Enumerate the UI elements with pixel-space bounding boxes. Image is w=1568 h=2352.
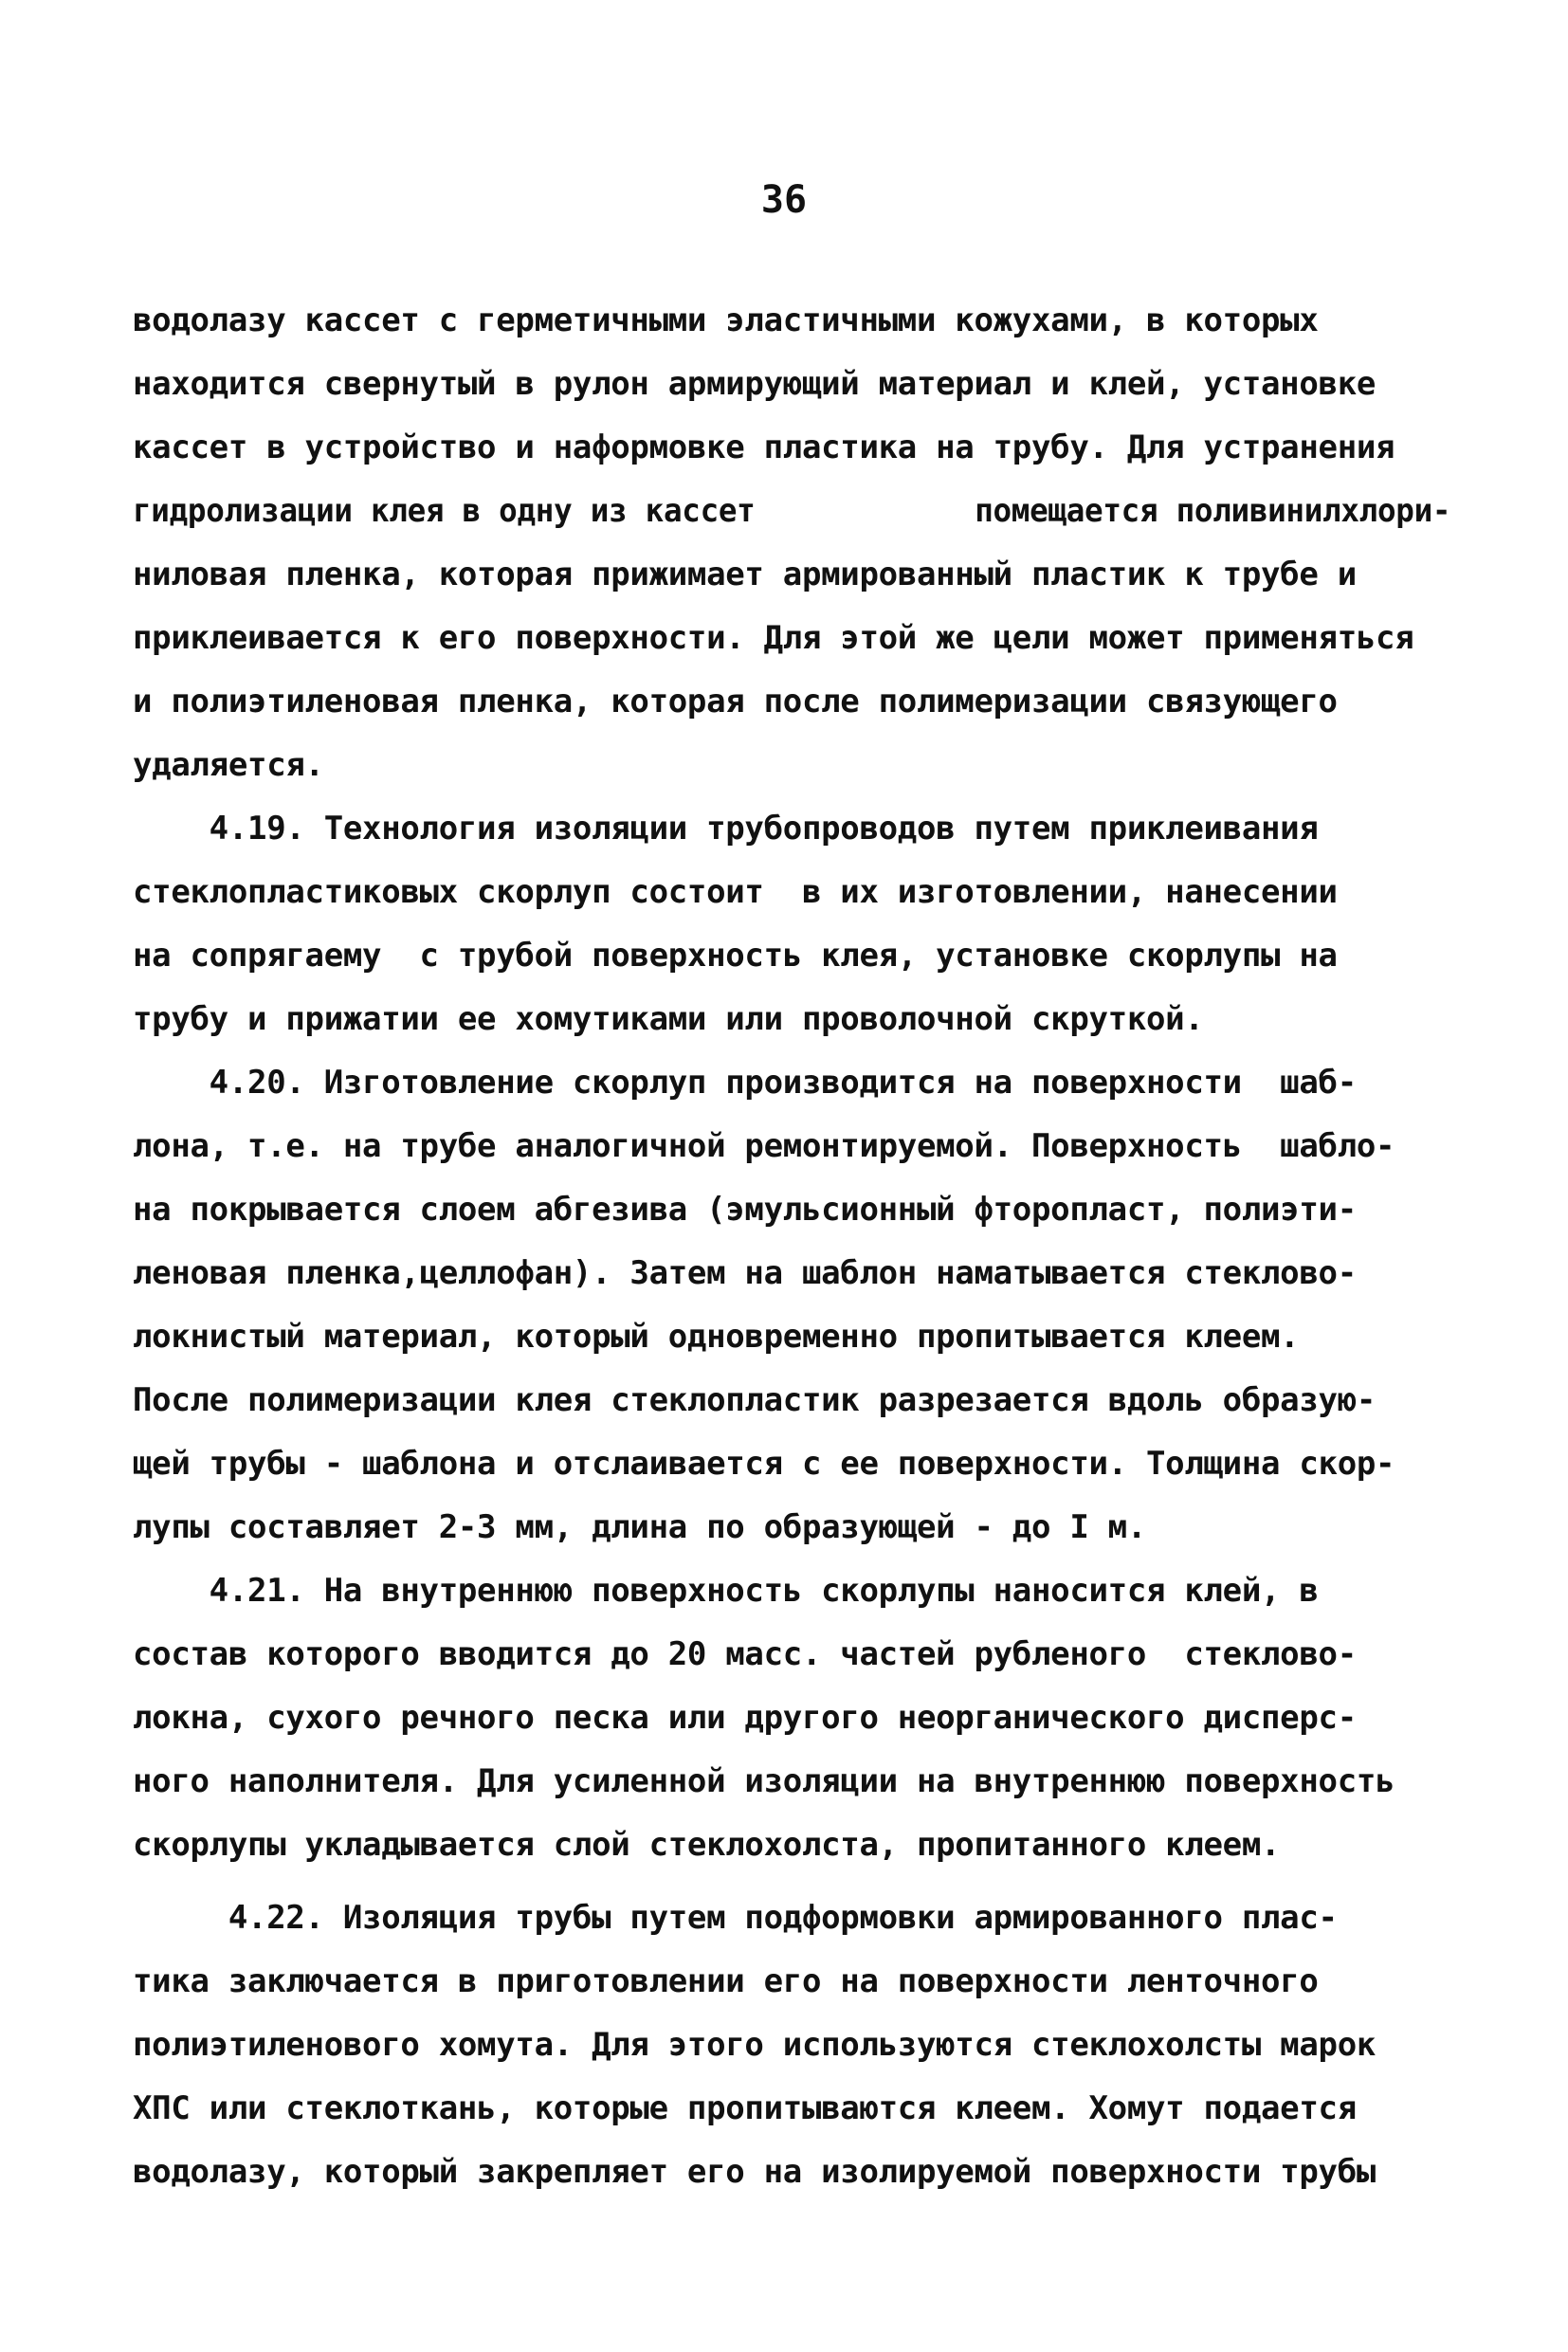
text-line: и полиэтиленовая пленка, которая после полимеризации связующего (133, 683, 1338, 720)
text-line: скорлупы укладывается слой стеклохолста, пропитанного клеем. (133, 1826, 1281, 1864)
text-line: на сопрягаему с трубой поверхность клея, установке скорлупы на (133, 937, 1338, 975)
page-number: 36 (760, 178, 808, 222)
text-line: на покрывается слоем абгезива (эмульсионный фторопласт, полиэти- (133, 1191, 1357, 1229)
text-line: тика заключается в приготовлении его на поверхности ленточного (133, 1962, 1319, 2000)
text-line: кассет в устройство и наформовке пластика на трубу. Для устранения (133, 428, 1395, 466)
text-line: леновая пленка,целлофан). Затем на шаблон наматывается стеклово- (133, 1254, 1357, 1292)
text-line: состав которого вводится до 20 масс. частей рубленого стеклово- (133, 1635, 1357, 1673)
text-line: приклеивается к его поверхности. Для этой же цели может применяться (133, 619, 1414, 657)
text-line: стеклопластиковых скорлуп состоит в их изготовлении, нанесении (133, 873, 1338, 911)
text-line: удаляется. (133, 746, 324, 784)
text-line: трубу и прижатии ее хомутиками или проволочной скруткой. (133, 1000, 1204, 1038)
text-line: локнистый материал, который одновременно пропитывается клеем. (133, 1318, 1300, 1356)
text-line: водолазу, который закрепляет его на изолируемой поверхности трубы (133, 2153, 1377, 2191)
text-line: ХПС или стеклоткань, которые пропитываются клеем. Хомут подается (133, 2089, 1357, 2127)
text-line: находится свернутый в рулон армирующий материал и клей, установке (133, 365, 1377, 403)
text-line: 4.22. Изоляция трубы путем подформовки армированного плас- (133, 1899, 1338, 1937)
text-line: гидролизации клея в одну из кассет помещается поливинилхлори- (133, 492, 1451, 530)
text-line: ниловая пленка, которая прижимает армированный пластик к трубе и (133, 556, 1357, 593)
text-line: 4.21. На внутреннюю поверхность скорлупы наносится клей, в (133, 1572, 1319, 1610)
text-line: водолазу кассет с герметичными эластичными кожухами, в которых (133, 301, 1319, 339)
text-line: 4.20. Изготовление скорлуп производится на поверхности шаб- (133, 1064, 1357, 1102)
text-line: локна, сухого речного песка или другого неорганического дисперс- (133, 1699, 1357, 1737)
text-line: щей трубы - шаблона и отслаивается с ее поверхности. Толщина скор- (133, 1445, 1395, 1483)
text-line: 4.19. Технология изоляции трубопроводов путем приклеивания (133, 810, 1319, 848)
text-line: ного наполнителя. Для усиленной изоляции на внутреннюю поверхность (133, 1762, 1395, 1800)
text-line: лона, т.е. на трубе аналогичной ремонтируемой. Поверхность шабло- (133, 1127, 1395, 1165)
text-line: лупы составляет 2-3 мм, длина по образующей - до I м. (133, 1508, 1146, 1546)
text-line: После полимеризации клея стеклопластик разрезается вдоль образую- (133, 1381, 1377, 1419)
text-line: полиэтиленового хомута. Для этого используются стеклохолсты марок (133, 2026, 1377, 2064)
